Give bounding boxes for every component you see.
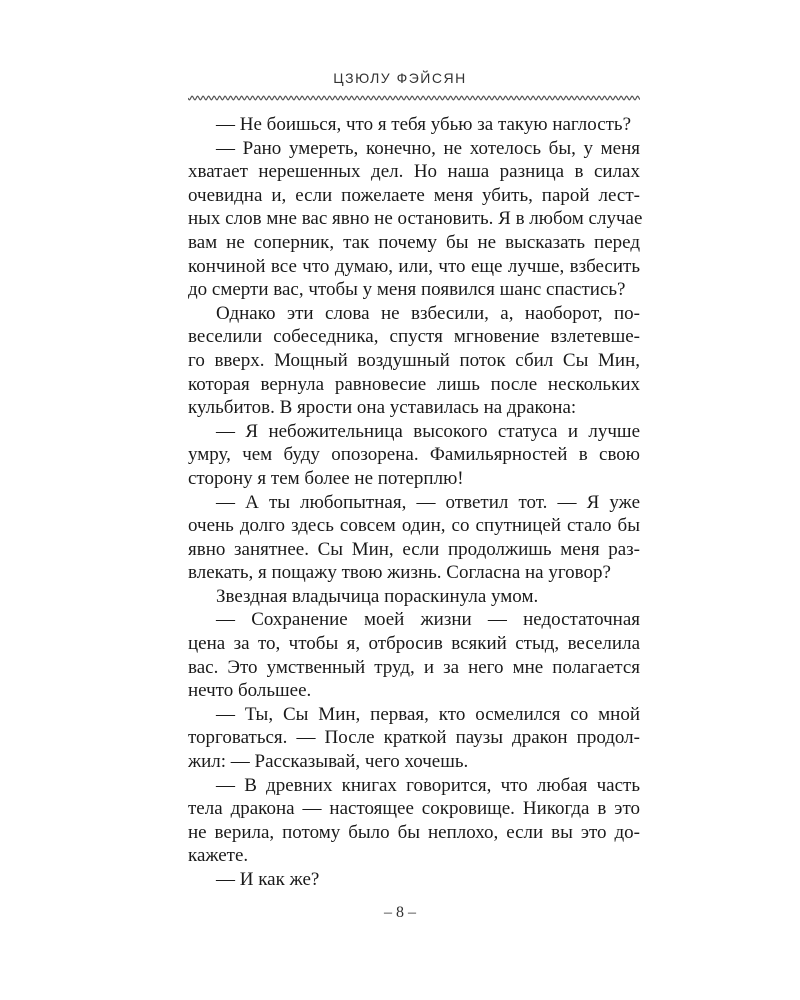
- text-line: которая вернула равновесие лишь после нескольких: [188, 373, 640, 395]
- paragraph: [188, 774, 640, 868]
- text-line: нечто большее.: [188, 680, 312, 702]
- text-line: — Ты, Сы Мин, первая, кто осмелился со мной: [216, 703, 640, 725]
- page-number: – 8 –: [384, 904, 416, 921]
- paragraph: [188, 703, 640, 774]
- paragraph: [188, 585, 640, 609]
- text-line: не верила, потому было бы неплохо, если вы это до-: [188, 821, 640, 843]
- text-line: — Не боишься, что я тебя убью за такую наглость?: [216, 114, 632, 135]
- text-line: вам не соперник, так почему бы не высказать перед: [188, 231, 640, 253]
- text-line: хватает нерешенных дел. Но наша разница в силах: [188, 161, 640, 183]
- text-line: жил: — Рассказывай, чего хочешь.: [188, 751, 469, 773]
- paragraph: [188, 302, 640, 420]
- text-line: явно занятнее. Сы Мин, если продолжишь меня раз-: [188, 538, 640, 560]
- text-line: цена за то, чтобы я, отбросив всякий стыд, веселила: [188, 633, 640, 655]
- paragraph: [188, 113, 640, 137]
- text-line: Однако эти слова не взбесили, а, наоборот, по-: [216, 302, 640, 324]
- text-line: до смерти вас, чтобы у меня появился шанс спастись?: [188, 279, 626, 301]
- text-line: вас. Это умственный труд, и за него мне полагается: [188, 656, 640, 678]
- paragraph: [188, 491, 640, 585]
- running-title: ЦЗЮЛУ ФЭЙСЯН: [333, 70, 467, 86]
- text-line: — А ты любопытная, — ответил тот. — Я уже: [216, 491, 640, 513]
- text-line: Звездная владычица пораскинула умом.: [216, 585, 539, 607]
- text-line: — Я небожительница высокого статуса и лучше: [216, 420, 640, 442]
- body-text: [188, 113, 643, 892]
- text-line: кажете.: [188, 845, 249, 867]
- text-line: сторону я тем более не потерплю!: [188, 467, 464, 489]
- text-line: го вверх. Мощный воздушный поток сбил Сы Мин,: [188, 349, 640, 371]
- text-line: веселили собеседника, спустя мгновение взлетевше-: [188, 326, 640, 348]
- decorative-wavy-rule: [188, 94, 640, 102]
- text-line: — Сохранение моей жизни — недостаточная: [216, 609, 640, 631]
- text-line: очень долго здесь совсем один, со спутницей стало бы: [188, 515, 640, 537]
- paragraph: [188, 608, 640, 702]
- paragraph: [188, 420, 640, 491]
- text-line: влекать, я пощажу твою жизнь. Согласна на уговор?: [188, 562, 611, 584]
- text-line: тела дракона — настоящее сокровище. Никогда в это: [188, 798, 640, 820]
- text-line: торговаться. — После краткой паузы дракон продол-: [188, 727, 640, 749]
- paragraph: [188, 868, 640, 892]
- text-line: кончиной все что думаю, или, что еще лучше, взбесить: [188, 255, 640, 277]
- text-line: — В древних книгах говорится, что любая часть: [216, 774, 640, 796]
- paragraph: [188, 137, 643, 302]
- text-line: — Рано умереть, конечно, не хотелось бы, у меня: [216, 137, 640, 159]
- text-line: кульбитов. В ярости она уставилась на дракона:: [188, 397, 577, 419]
- text-line: умру, чем буду опозорена. Фамильярностей в свою: [188, 444, 640, 466]
- text-line: ных слов мне вас явно не остановить. Я в любом случае: [188, 208, 643, 230]
- text-line: очевидна и, если пожелаете меня убить, парой лест-: [188, 184, 640, 206]
- text-line: — И как же?: [216, 869, 320, 890]
